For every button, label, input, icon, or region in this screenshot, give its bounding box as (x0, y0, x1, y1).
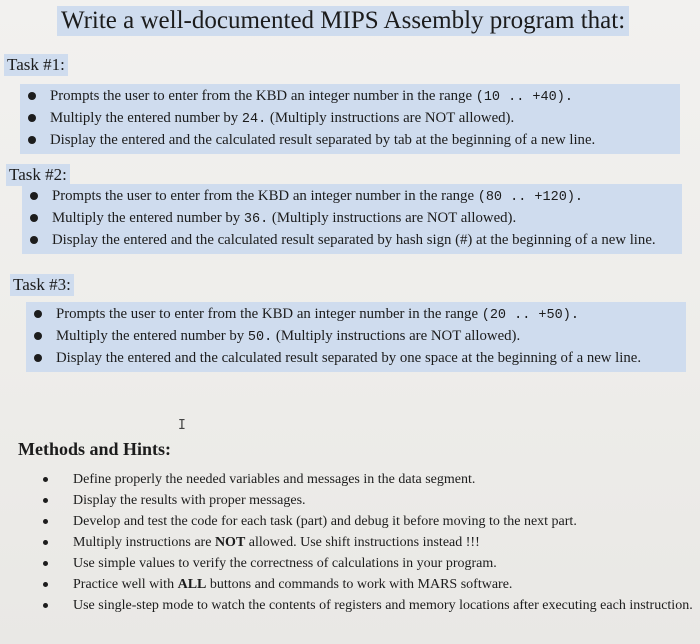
bullet-icon (34, 354, 42, 362)
methods-item-2: Display the results with proper messages. (40, 490, 695, 511)
bullet-icon (43, 582, 48, 587)
task-3-item-3: Display the entered and the calculated result separated by one space at the beginning of a new line. (32, 348, 680, 369)
task-3-item-1: Prompts the user to enter from the KBD an integer number in the range (20 .. +50). (32, 304, 680, 326)
task-1-box (20, 84, 680, 154)
methods-item-4: Multiply instructions are NOT allowed. Use shift instructions instead !!! (40, 532, 695, 553)
task-1-label: Task #1: (4, 54, 68, 76)
bullet-icon (28, 92, 36, 100)
task-2-item-1: Prompts the user to enter from the KBD an integer number in the range (80 .. +120). (28, 186, 676, 208)
methods-item-5: Use simple values to verify the correctness of calculations in your program. (40, 553, 695, 574)
task-2-label: Task #2: (6, 164, 70, 186)
task-2-item-2: Multiply the entered number by 36. (Multiply instructions are NOT allowed). (28, 208, 676, 230)
bullet-icon (43, 561, 48, 566)
task-3-item-2: Multiply the entered number by 50. (Multiply instructions are NOT allowed). (32, 326, 680, 348)
methods-item-3: Develop and test the code for each task (part) and debug it before moving to the next part. (40, 511, 695, 532)
bullet-icon (28, 136, 36, 144)
methods-list (40, 469, 695, 616)
methods-item-6: Practice well with ALL buttons and commands to work with MARS software. (40, 574, 695, 595)
task-1-item-3: Display the entered and the calculated result separated by tab at the beginning of a new line. (26, 130, 674, 151)
bullet-icon (43, 603, 48, 608)
task-2-box (22, 184, 682, 254)
bullet-icon (30, 214, 38, 222)
methods-item-7: Use single-step mode to watch the contents of registers and memory locations after executing each instruction. (40, 595, 695, 616)
task-1-item-2: Multiply the entered number by 24. (Multiply instructions are NOT allowed). (26, 108, 674, 130)
bullet-icon (34, 310, 42, 318)
bullet-icon (34, 332, 42, 340)
methods-title: Methods and Hints: (18, 439, 172, 459)
bullet-icon (28, 114, 36, 122)
text-cursor-icon: I (178, 418, 186, 433)
bullet-icon (43, 519, 48, 524)
task-3-label: Task #3: (10, 274, 74, 296)
task-3-box (26, 302, 686, 372)
bullet-icon (43, 540, 48, 545)
bullet-icon (43, 498, 48, 503)
bullet-icon (43, 477, 48, 482)
task-1-item-1: Prompts the user to enter from the KBD an integer number in the range (10 .. +40). (26, 86, 674, 108)
bullet-icon (30, 192, 38, 200)
page-title: Write a well-documented MIPS Assembly program that: (57, 6, 629, 36)
bullet-icon (30, 236, 38, 244)
task-2-item-3: Display the entered and the calculated result separated by hash sign (#) at the beginning of a new line. (28, 230, 676, 251)
methods-item-1: Define properly the needed variables and messages in the data segment. (40, 469, 695, 490)
